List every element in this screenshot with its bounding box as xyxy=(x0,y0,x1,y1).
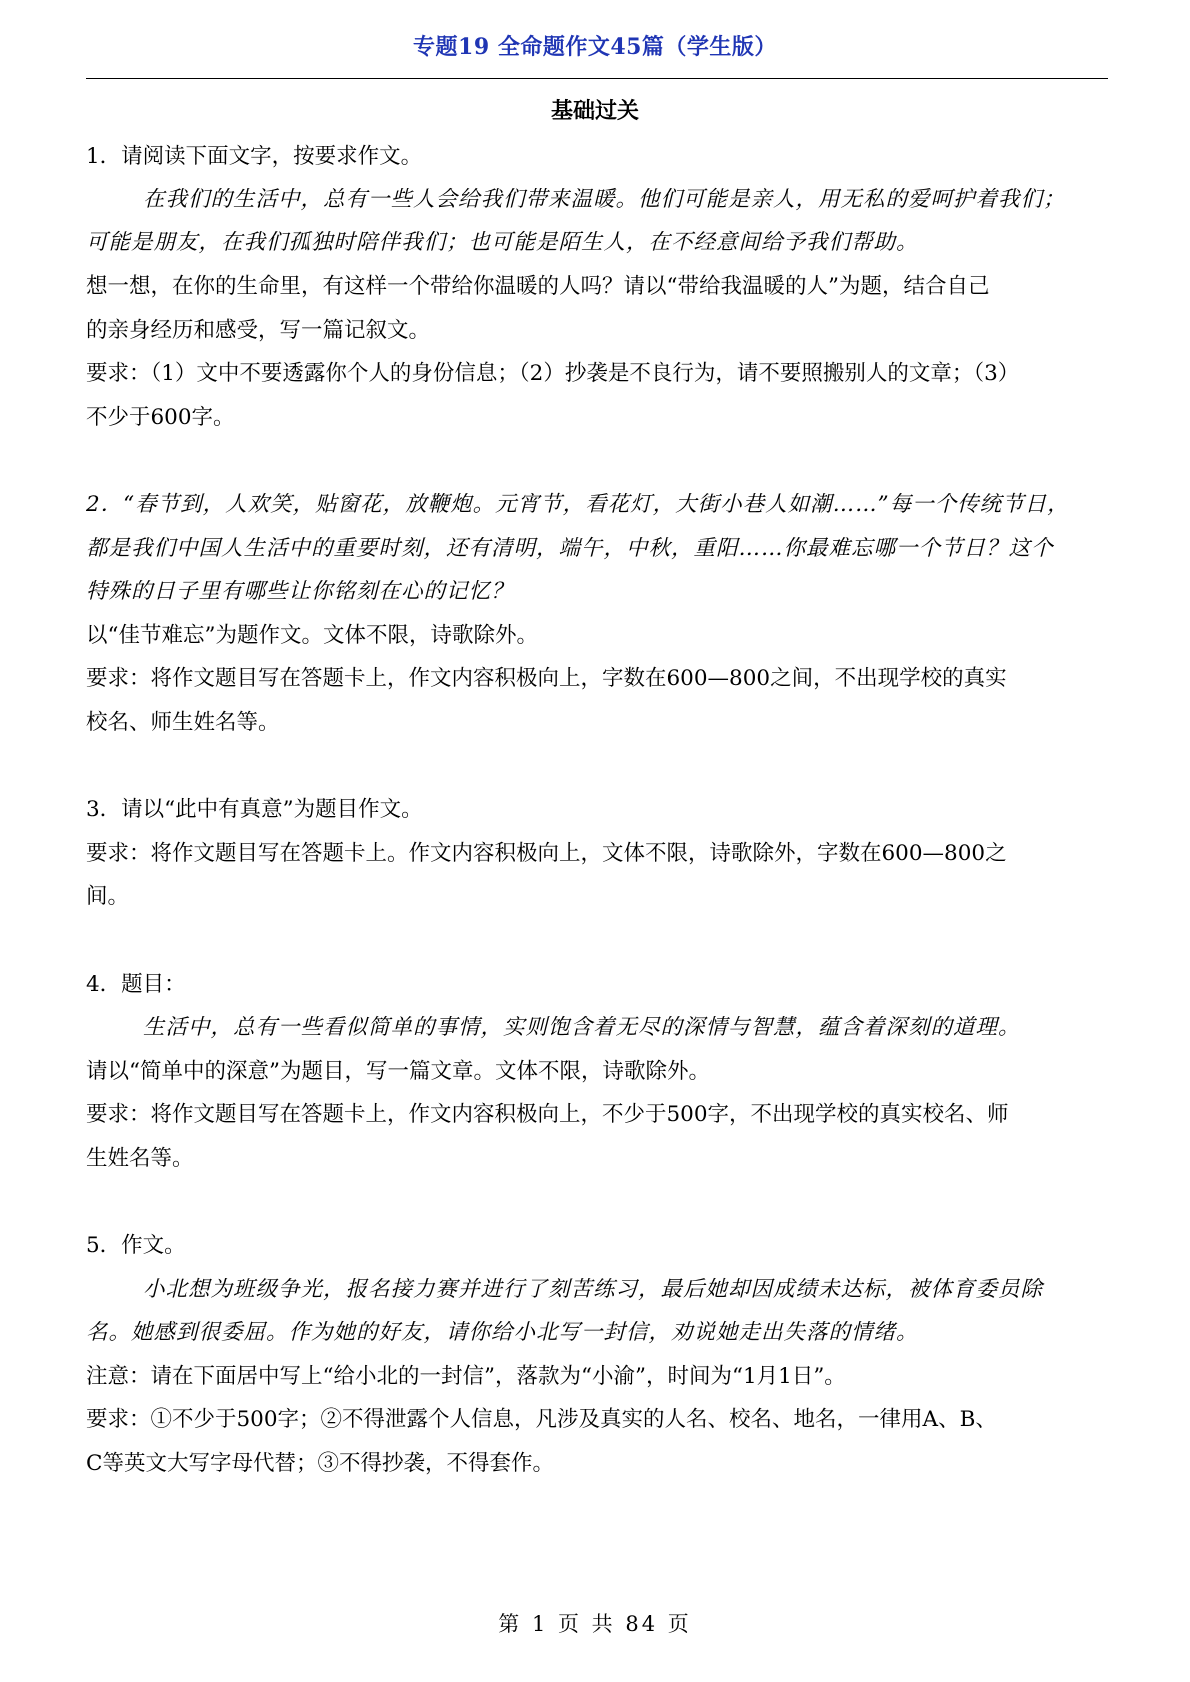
question-1-prompt: 1．请阅读下面文字，按要求作文。 xyxy=(86,144,423,169)
section-title: 基础过关 xyxy=(550,98,639,124)
question-1-material-line: 在我们的生活中，总有一些人会给我们带来温暖。他们可能是亲人，用无私的爱呵护着我们； xyxy=(143,187,1066,212)
question-5-material-line: 名。她感到很委屈。作为她的好友，请你给小北写一封信，劝说她走出失落的情绪。 xyxy=(86,1320,919,1345)
question-5-prompt: 5．作文。 xyxy=(86,1233,186,1258)
question-3-requirement-line: 要求：将作文题目写在答题卡上。作文内容积极向上，文体不限，诗歌除外，字数在600—800之 xyxy=(86,841,1007,866)
question-2-material-line: 2．“春节到，人欢笑，贴窗花，放鞭炮。元宵节，看花灯，大街小巷人如潮……”每一个传统节日， xyxy=(86,492,1070,517)
question-3-prompt: 3．请以“此中有真意”为题目作文。 xyxy=(86,797,423,822)
page-number-footer: 第 1 页 共 84 页 xyxy=(498,1612,692,1636)
question-4-requirement-line: 生姓名等。 xyxy=(86,1146,194,1171)
question-1-material-line: 可能是朋友，在我们孤独时陪伴我们；也可能是陌生人，在不经意间给予我们帮助。 xyxy=(86,230,919,255)
page-header-title: 专题19 全命题作文45篇（学生版） xyxy=(413,34,777,60)
question-2-instruction-line: 以“佳节难忘”为题作文。文体不限，诗歌除外。 xyxy=(86,623,538,648)
question-4-prompt: 4．题目： xyxy=(86,972,186,997)
question-2-material-line: 特殊的日子里有哪些让你铭刻在心的记忆？ xyxy=(86,579,514,604)
question-4-instruction-line: 请以“简单中的深意”为题目，写一篇文章。文体不限，诗歌除外。 xyxy=(86,1059,710,1084)
question-5-material-line: 小北想为班级争光，报名接力赛并进行了刻苦练习，最后她却因成绩未达标，被体育委员除 xyxy=(143,1277,1044,1302)
header-divider xyxy=(86,78,1108,79)
question-4-material-line: 生活中，总有一些看似简单的事情，实则饱含着无尽的深情与智慧，蕴含着深刻的道理。 xyxy=(143,1015,1021,1040)
question-1-instruction-line: 的亲身经历和感受，写一篇记叙文。 xyxy=(86,318,431,343)
question-5-requirement-line: 要求：①不少于500字；②不得泄露个人信息，凡涉及真实的人名、校名、地名，一律用A、B、 xyxy=(86,1407,997,1432)
question-2-requirement-line: 校名、师生姓名等。 xyxy=(86,710,280,735)
question-2-material-line: 都是我们中国人生活中的重要时刻，还有清明，端午，中秋，重阳……你最难忘哪一个节日？这个 xyxy=(86,536,1054,561)
question-1-requirement-line: 要求：（1）文中不要透露你个人的身份信息；（2）抄袭是不良行为，请不要照搬别人的文章；（3） xyxy=(86,361,1020,386)
question-5-requirement-line: C等英文大写字母代替；③不得抄袭，不得套作。 xyxy=(86,1451,554,1476)
question-1-requirement-line: 不少于600字。 xyxy=(86,405,235,430)
question-3-requirement-line: 间。 xyxy=(86,884,130,909)
question-1-instruction-line: 想一想，在你的生命里，有这样一个带给你温暖的人吗？请以“带给我温暖的人”为题，结合自己 xyxy=(86,274,990,299)
question-5-note-line: 注意：请在下面居中写上“给小北的一封信”，落款为“小渝”，时间为“1月1日”。 xyxy=(86,1364,846,1389)
question-4-requirement-line: 要求：将作文题目写在答题卡上，作文内容积极向上，不少于500字，不出现学校的真实校名、师 xyxy=(86,1102,1009,1127)
question-2-requirement-line: 要求：将作文题目写在答题卡上，作文内容积极向上，字数在600—800之间，不出现学校的真实 xyxy=(86,666,1007,691)
